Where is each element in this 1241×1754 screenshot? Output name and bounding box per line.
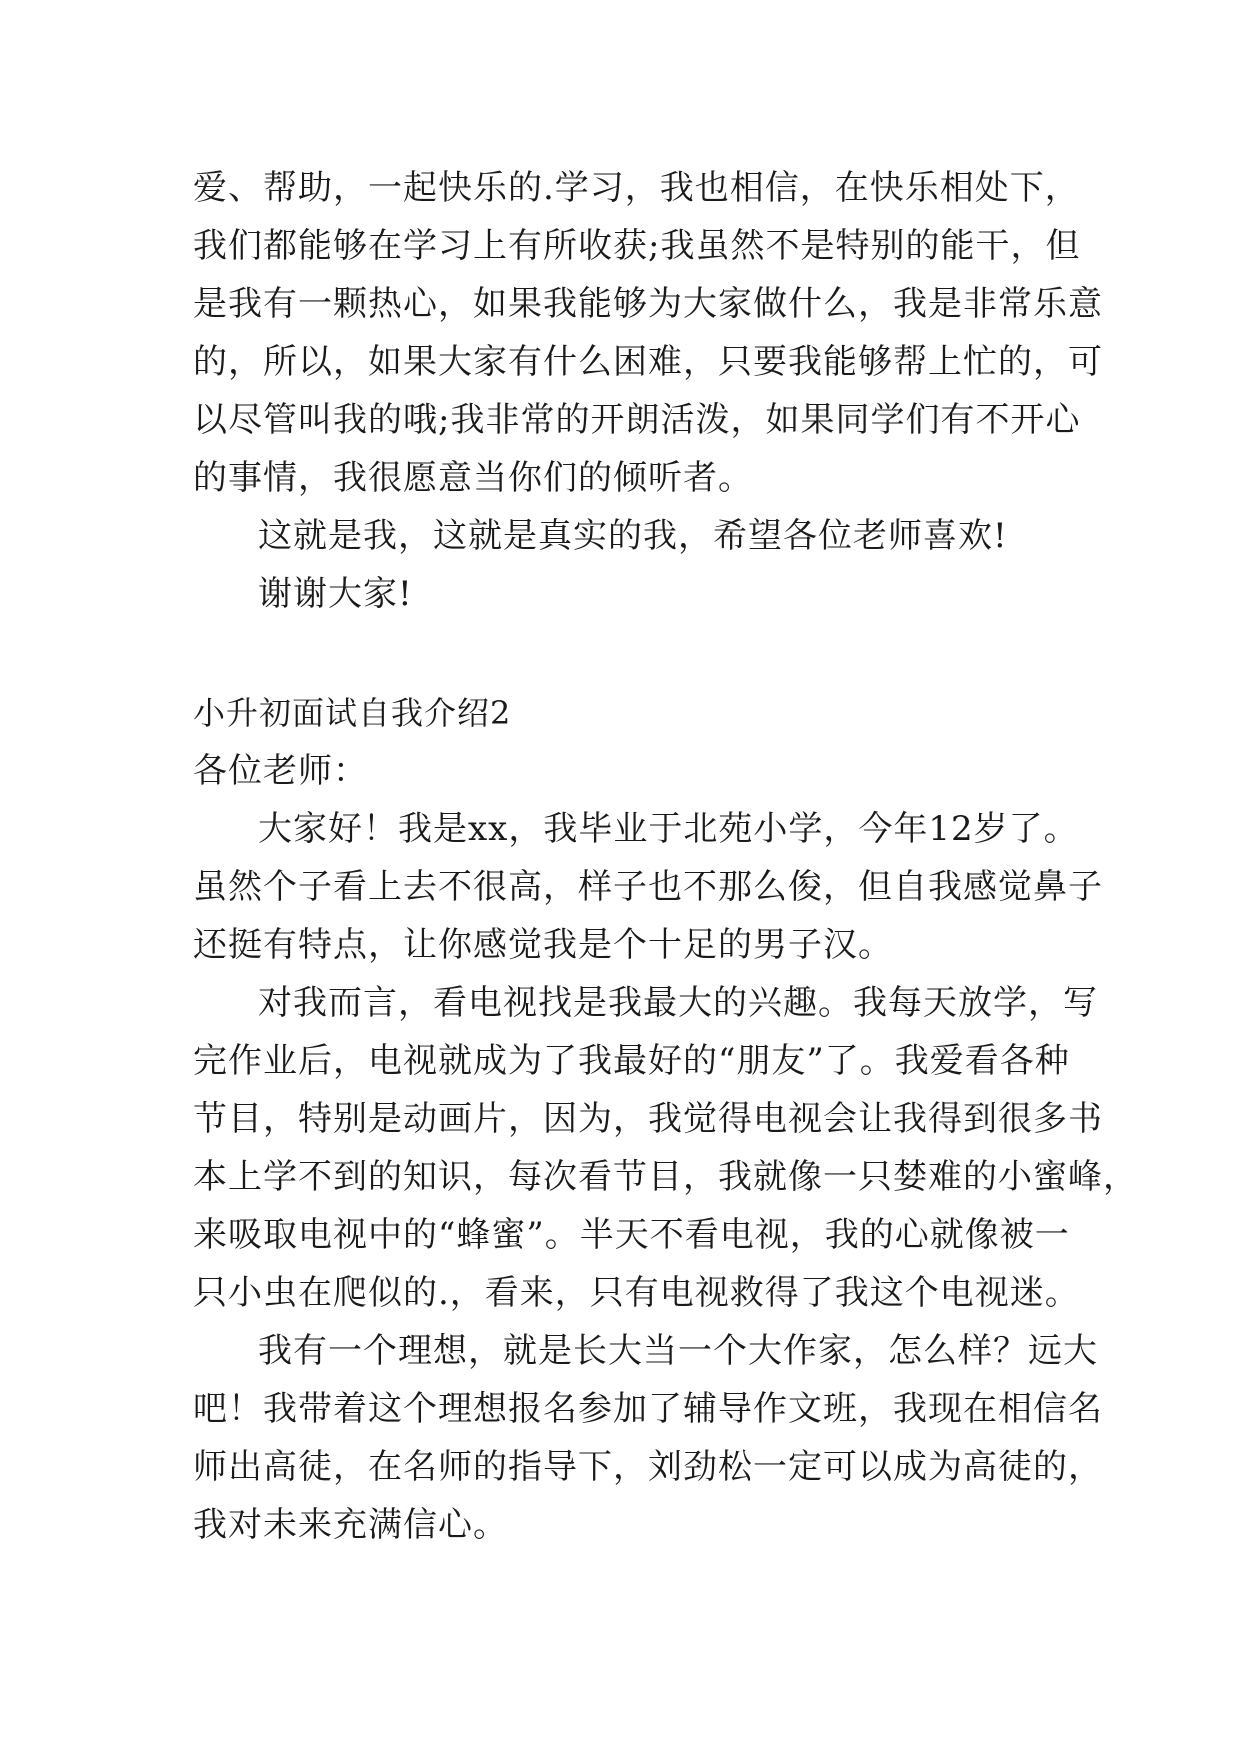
paragraph-line: 还挺有特点，让你感觉我是个十足的男子汉。 (193, 925, 893, 965)
paragraph-line: 来吸取电视中的“蜂蜜”。半天不看电视，我的心就像被一 (193, 1215, 1070, 1255)
paragraph-line: 大家好！我是xx，我毕业于北苑小学，今年12岁了。 (258, 809, 1079, 849)
paragraph-line: 师出高徒，在名师的指导下，刘劲松一定可以成为高徒的， (193, 1447, 1103, 1487)
paragraph-line: 只小虫在爬似的.，看来，只有电视救得了我这个电视迷。 (193, 1273, 1080, 1313)
thanks-line: 谢谢大家! (258, 574, 413, 614)
paragraph-line: 我对未来充满信心。 (193, 1505, 508, 1545)
paragraph-line: 以尽管叫我的哦;我非常的开朗活泼，如果同学们有不开心 (193, 400, 1081, 440)
paragraph-line: 本上学不到的知识，每次看节目，我就像一只婪难的小蜜峰， (193, 1157, 1138, 1197)
closing-line: 这就是我，这就是真实的我，希望各位老师喜欢! (258, 516, 1008, 556)
paragraph-line: 我们都能够在学习上有所收获;我虽然不是特别的能干，但 (193, 226, 1081, 266)
paragraph-line: 的事情，我很愿意当你们的倾听者。 (193, 458, 753, 498)
paragraph-line: 虽然个子看上去不很高，样子也不那么俊，但自我感觉鼻子 (193, 867, 1103, 907)
salutation: 各位老师： (193, 751, 368, 791)
paragraph-line: 吧！我带着这个理想报名参加了辅导作文班，我现在相信名 (193, 1389, 1103, 1429)
paragraph-line: 我有一个理想，就是长大当一个大作家，怎么样？远大 (258, 1331, 1098, 1371)
paragraph-line: 完作业后，电视就成为了我最好的“朋友”了。我爱看各种 (193, 1041, 1070, 1081)
paragraph-line: 节目，特别是动画片，因为，我觉得电视会让我得到很多书 (193, 1099, 1103, 1139)
paragraph-line: 爱、帮助，一起快乐的.学习，我也相信，在快乐相处下， (193, 168, 1080, 208)
paragraph-line: 是我有一颗热心，如果我能够为大家做什么，我是非常乐意 (193, 284, 1103, 324)
paragraph-line: 的，所以，如果大家有什么困难，只要我能够帮上忙的，可 (193, 342, 1103, 382)
section-title: 小升初面试自我介绍2 (193, 694, 512, 732)
paragraph-line: 对我而言，看电视找是我最大的兴趣。我每天放学，写 (258, 983, 1098, 1023)
